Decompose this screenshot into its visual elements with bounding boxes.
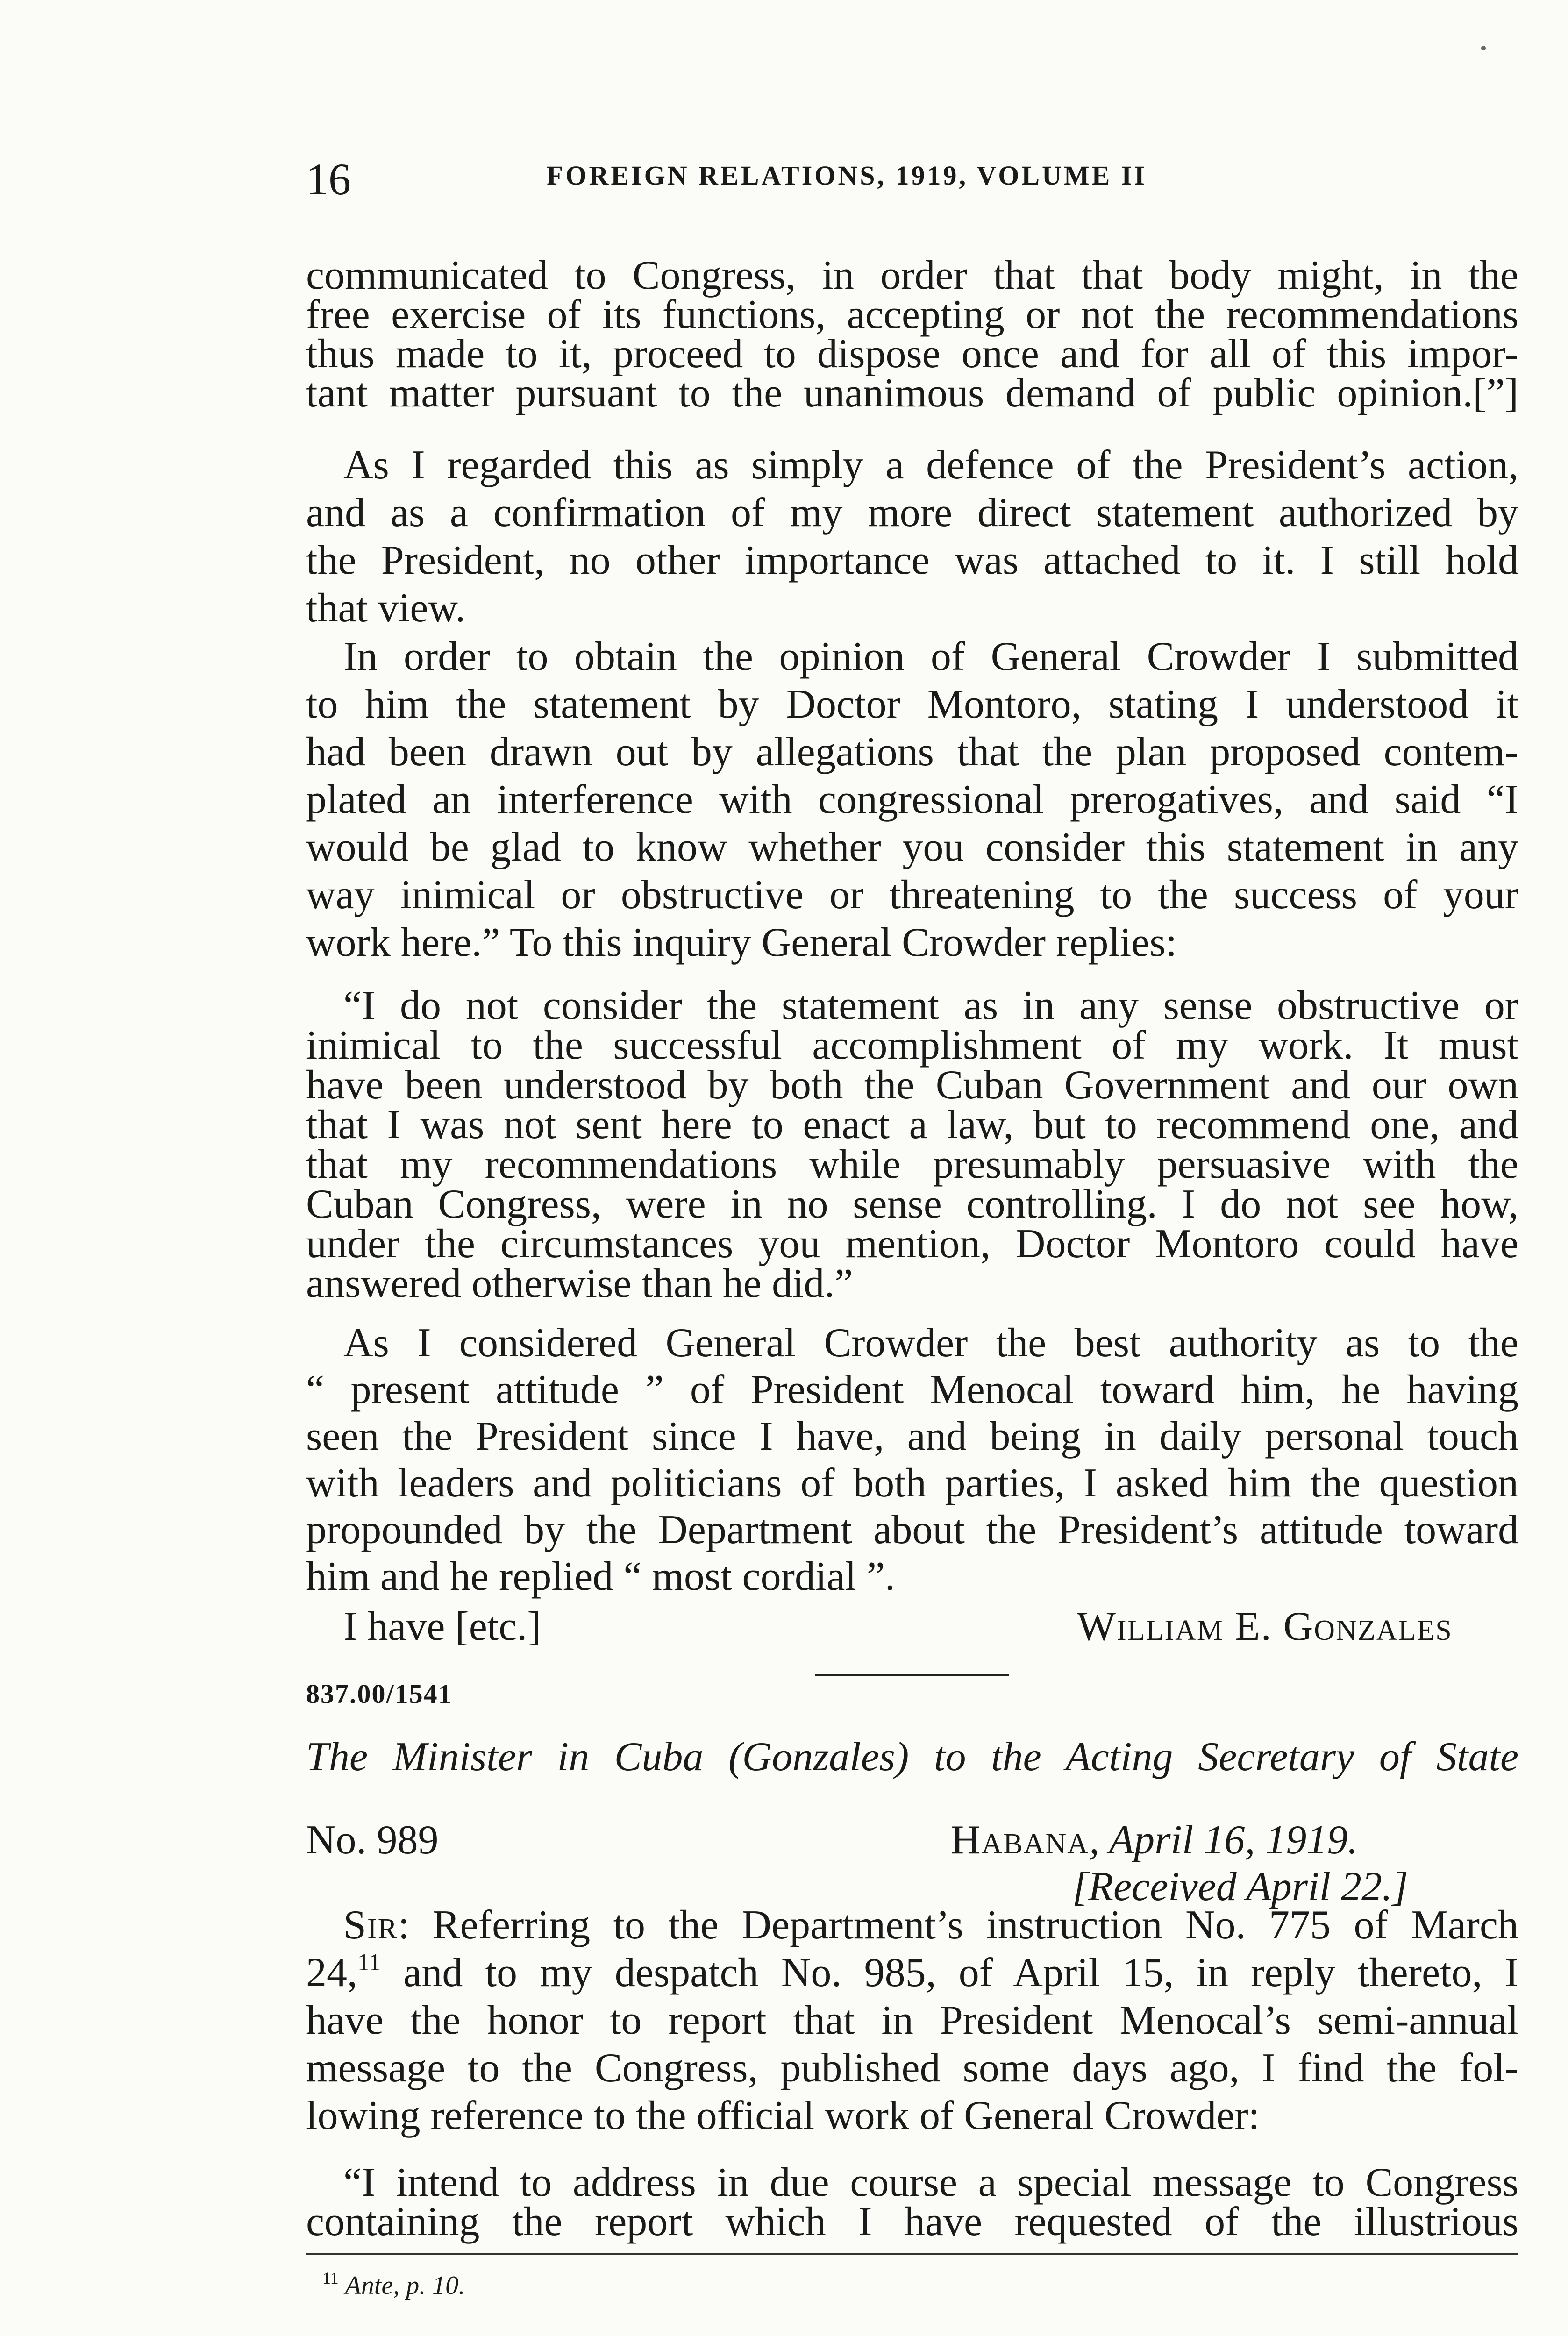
despatch-number: No. 989 <box>306 1817 439 1863</box>
text-line: lowing reference to the official work of General Crowder: <box>306 2093 1260 2138</box>
text-span: : Referring to the Department’s instruction No. 775 of March <box>398 1902 1518 1948</box>
paragraph <box>306 633 1518 967</box>
page-number: 16 <box>306 154 351 204</box>
signature: William E. Gonzales <box>1077 1604 1453 1649</box>
text-line: thus made to it, proceed to dispose once and for all of this impor- <box>306 331 1518 377</box>
footnote-marker: 11 <box>322 2269 339 2287</box>
text-line: message to the Congress, published some days ago, I find the fol- <box>306 2045 1518 2091</box>
text-line: inimical to the successful accomplishment of my work. It must <box>306 1023 1518 1068</box>
text-line: In order to obtain the opinion of General Crowder I submitted <box>343 634 1518 679</box>
text-line: “I do not consider the statement as in any sense obstructive or <box>343 983 1518 1028</box>
text-line: plated an interference with congressional prerogatives, and said “I <box>306 777 1518 822</box>
text-line: propounded by the Department about the President’s attitude toward <box>306 1507 1518 1553</box>
place-date <box>951 1816 1358 1864</box>
text-line: that my recommendations while presumably persuasive with the <box>306 1142 1518 1187</box>
text-line: Cuban Congress, were in no sense controlling. I do not see how, <box>306 1182 1518 1227</box>
text-line <box>306 1902 1518 1949</box>
text-line: answered otherwise than he did.” <box>306 1261 853 1306</box>
text-line: work here.” To this inquiry General Crowder replies: <box>306 920 1177 965</box>
text-line: “ present attitude ” of President Menocal toward him, he having <box>306 1367 1518 1412</box>
paragraph-continued <box>306 253 1518 416</box>
text-line: tant matter pursuant to the unanimous demand of public opinion.[”] <box>306 370 1518 416</box>
text-line: with leaders and politicians of both parties, I asked him the question <box>306 1460 1518 1506</box>
footnote <box>322 2268 1535 2300</box>
footnote-reference[interactable]: 11 <box>357 1949 381 1976</box>
text-line: free exercise of its functions, accepting or not the recommendations <box>306 292 1518 337</box>
text-line: communicated to Congress, in order that that body might, in the <box>306 253 1518 298</box>
text-line: to him the statement by Doctor Montoro, stating I understood it <box>306 682 1518 727</box>
footnote-text: Ante, p. 10. <box>345 2271 465 2300</box>
text-line: As I regarded this as simply a defence of the President’s action, <box>343 442 1518 488</box>
text-line: containing the report which I have requested of the illustrious <box>306 2199 1518 2244</box>
text-line: have the honor to report that in President Menocal’s semi-annual <box>306 1998 1518 2043</box>
text-span: 24, <box>306 1950 357 1995</box>
footnote-divider <box>306 2253 1518 2255</box>
scan-speck <box>1481 46 1486 50</box>
text-line <box>306 1949 1518 1997</box>
place: Habana <box>951 1817 1090 1863</box>
file-number: 837.00/1541 <box>306 1679 453 1709</box>
text-line: had been drawn out by allegations that the plan proposed contem- <box>306 729 1518 775</box>
text-span: and to my despatch No. 985, of April 15, in reply thereto, I <box>381 1950 1518 1995</box>
running-title: FOREIGN RELATIONS, 1919, VOLUME II <box>547 160 1147 191</box>
text-line: that view. <box>306 585 466 631</box>
paragraph <box>306 442 1518 632</box>
salutation: Sir <box>343 1902 398 1948</box>
document-title: The Minister in Cuba (Gonzales) to the Acting Secretary of State <box>306 1734 1518 1780</box>
text-line: way inimical or obstructive or threatening to the success of your <box>306 872 1518 918</box>
closing-text: I have [etc.] <box>343 1604 541 1649</box>
block-quote <box>306 2160 1518 2244</box>
text-line: seen the President since I have, and being in daily personal touch <box>306 1414 1518 1459</box>
date: , April 16, 1919. <box>1089 1817 1358 1863</box>
text-line: and as a confirmation of my more direct statement authorized by <box>306 490 1518 535</box>
text-line: As I considered General Crowder the best authority as to the <box>343 1320 1518 1366</box>
text-line: that I was not sent here to enact a law, but to recommend one, and <box>306 1102 1518 1147</box>
text-line: “I intend to address in due course a special message to Congress <box>343 2160 1518 2205</box>
text-line: under the circumstances you mention, Doctor Montoro could have <box>306 1221 1518 1267</box>
paragraph <box>306 1902 1518 2140</box>
section-divider <box>815 1674 1009 1676</box>
text-line: the President, no other importance was attached to it. I still hold <box>306 538 1518 583</box>
paragraph <box>306 1320 1518 1600</box>
text-line: would be glad to know whether you consider this statement in any <box>306 825 1518 870</box>
block-quote <box>306 983 1518 1306</box>
text-line: have been understood by both the Cuban Government and our own <box>306 1062 1518 1108</box>
text-line: him and he replied “ most cordial ”. <box>306 1554 895 1599</box>
received-date: [Received April 22.] <box>1072 1864 1409 1909</box>
page-header <box>306 153 1518 205</box>
